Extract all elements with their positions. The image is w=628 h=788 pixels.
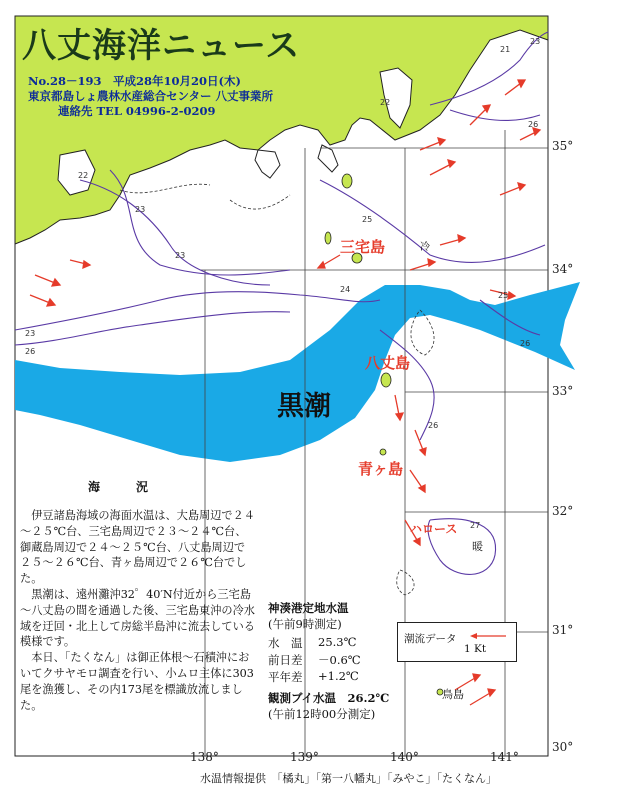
issue-number-date: No.28－193 平成28年10月20日(木) xyxy=(28,74,241,88)
label-hachijojima: 八丈島 xyxy=(365,354,411,372)
report-paragraph: 伊豆諸島海域の海面水温は、大島周辺で２４～２５℃台、三宅島周辺で２３～２４℃台、御蔵島周辺で２４～２５℃台、八丈島周辺で２５～２６℃台、青ヶ島周辺で２６℃台でした。 xyxy=(20,509,255,586)
label-harosu: ハロース xyxy=(410,522,458,536)
organization-name: 東京都島しょ農林水産総合センター 八丈事業所 xyxy=(28,89,274,103)
label-kuroshio: 黒潮 xyxy=(277,391,331,422)
land-suruga-bay xyxy=(255,150,280,178)
buoy-temp-title: 観測ブイ水温 26.2℃ xyxy=(268,691,390,705)
svg-text:27: 27 xyxy=(470,521,481,530)
report-paragraph: 本日、「たくなん」は御正体根～石積沖においてクサヤモロ調査を行い、小ムロ主体に303尾を漁獲し、その内173尾を標識放流しました。 xyxy=(20,651,254,712)
island-aogashima xyxy=(380,449,386,455)
kuroshio-band xyxy=(15,282,580,462)
svg-text:22: 22 xyxy=(78,171,89,180)
port-temp-label: 前日差 xyxy=(268,653,303,667)
port-temp-subtitle: (午前9時測定) xyxy=(268,617,342,631)
longitude-138: 138° xyxy=(190,750,219,764)
svg-text:26: 26 xyxy=(25,347,36,356)
page-title: 八丈海洋ニュース xyxy=(22,26,301,66)
svg-text:22: 22 xyxy=(380,98,391,107)
label-miyakejima: 三宅島 xyxy=(340,238,386,256)
report-heading: 海 況 xyxy=(88,480,161,494)
svg-text:26: 26 xyxy=(428,421,439,430)
island-niijima xyxy=(325,232,331,244)
report-paragraph: 黒潮は、遠州灘沖32゜40′N付近から三宅島～八丈島の間を通過した後、三宅島東沖の冷水域を迂回・北上して房総半島沖に流去している模様です。 xyxy=(20,587,255,649)
label-torishima: 鳥島 xyxy=(442,688,464,701)
port-temperature-box xyxy=(268,600,388,686)
svg-text:26: 26 xyxy=(520,339,531,348)
port-temp-label: 平年差 xyxy=(268,670,303,684)
island-hachijo xyxy=(381,373,391,387)
label-cold-water: 冷 xyxy=(420,242,430,253)
latitude-32: 32° xyxy=(552,504,574,518)
longitude-140: 140° xyxy=(390,750,419,764)
footer-credits: 水温情報提供 「橘丸」「第一八幡丸」「みやこ」「たくなん」 xyxy=(200,772,497,785)
svg-text:23: 23 xyxy=(175,251,186,260)
svg-text:21: 21 xyxy=(500,45,511,54)
legend-arrow-icon xyxy=(468,631,508,641)
svg-text:25: 25 xyxy=(362,215,373,224)
latitude-34: 34° xyxy=(552,262,574,276)
port-temp-value: 25.3℃ xyxy=(318,635,357,649)
latitude-31: 31° xyxy=(552,623,574,637)
legend-title: 潮流データ xyxy=(404,633,457,645)
svg-text:25: 25 xyxy=(498,291,509,300)
port-temp-title: 神湊港定地水温 xyxy=(268,601,349,615)
latitude-33: 33° xyxy=(552,384,574,398)
buoy-temperature xyxy=(268,690,389,722)
contact-info: 連絡先 TEL 04996-2-0209 xyxy=(58,104,216,118)
label-aogashima: 青ヶ島 xyxy=(358,460,404,478)
svg-text:24: 24 xyxy=(340,285,351,294)
svg-text:26: 26 xyxy=(528,120,539,129)
legend-unit: 1 Kt xyxy=(464,643,487,655)
svg-text:23: 23 xyxy=(135,205,146,214)
svg-text:23: 23 xyxy=(530,37,541,46)
current-legend xyxy=(397,622,517,662)
label-warm-water: 暖 xyxy=(472,540,483,553)
buoy-temp-subtitle: (午前12時00分測定) xyxy=(268,707,376,721)
port-temp-value: +1.2℃ xyxy=(318,669,359,683)
land-izu xyxy=(318,145,338,172)
port-temp-label: 水 温 xyxy=(268,636,303,650)
longitude-141: 141° xyxy=(490,750,519,764)
port-temp-value: －0.6℃ xyxy=(318,653,361,667)
latitude-30: 30° xyxy=(552,740,574,754)
island-oshima xyxy=(342,174,352,188)
longitude-139: 139° xyxy=(290,750,319,764)
latitude-35: 35° xyxy=(552,139,574,153)
svg-text:23: 23 xyxy=(25,329,36,338)
report-body xyxy=(20,508,255,713)
